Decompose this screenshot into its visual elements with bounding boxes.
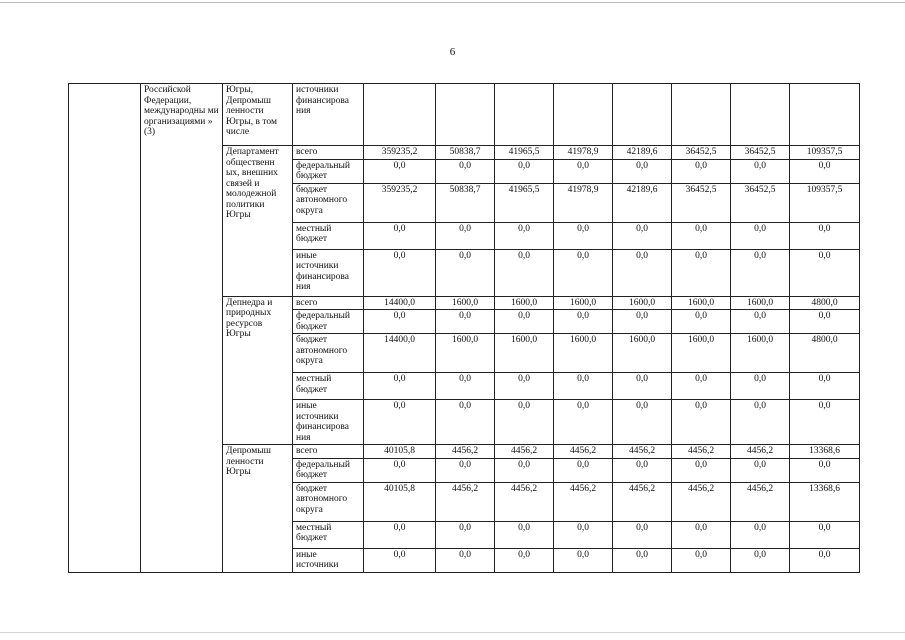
executor-cell: Депромыш ленности Югры xyxy=(223,445,293,573)
amount-cell: 0,0 xyxy=(672,310,731,334)
amount-cell: 0,0 xyxy=(672,521,731,548)
amount-cell: 1600,0 xyxy=(554,334,613,373)
amount-cell: 0,0 xyxy=(364,249,436,296)
amount-cell: 0,0 xyxy=(731,373,790,400)
amount-cell: 0,0 xyxy=(364,548,436,572)
funding-source-cell: иные источники финансирова ния xyxy=(293,400,364,445)
budget-table xyxy=(68,83,860,573)
amount-cell: 0,0 xyxy=(790,159,860,183)
amount-cell: 0,0 xyxy=(554,159,613,183)
amount-cell: 0,0 xyxy=(436,249,495,296)
amount-cell: 0,0 xyxy=(554,222,613,249)
amount-cell: 0,0 xyxy=(495,521,554,548)
amount-cell: 41965,5 xyxy=(495,183,554,222)
amount-cell: 4456,2 xyxy=(613,445,672,459)
amount-cell: 0,0 xyxy=(672,159,731,183)
amount-cell: 0,0 xyxy=(613,458,672,482)
amount-cell: 0,0 xyxy=(364,310,436,334)
program-column-cell xyxy=(69,84,141,573)
amount-cell: 1600,0 xyxy=(495,296,554,310)
amount-cell: 0,0 xyxy=(436,159,495,183)
amount-cell: 4456,2 xyxy=(495,482,554,521)
amount-cell: 0,0 xyxy=(731,521,790,548)
amount-cell: 109357,5 xyxy=(790,146,860,160)
amount-cell: 4456,2 xyxy=(436,482,495,521)
funding-source-cell: всего xyxy=(293,146,364,160)
amount-cell: 1600,0 xyxy=(672,334,731,373)
amount-cell: 0,0 xyxy=(613,373,672,400)
executor-cell: Югры, Депромыш ленности Югры, в том числе xyxy=(223,84,293,146)
amount-cell: 0,0 xyxy=(731,159,790,183)
amount-cell: 0,0 xyxy=(554,548,613,572)
amount-cell xyxy=(731,84,790,146)
amount-cell: 0,0 xyxy=(672,222,731,249)
amount-cell: 1600,0 xyxy=(672,296,731,310)
amount-cell: 0,0 xyxy=(672,400,731,445)
amount-cell: 359235,2 xyxy=(364,146,436,160)
funding-source-cell: всего xyxy=(293,296,364,310)
amount-cell: 0,0 xyxy=(790,521,860,548)
amount-cell: 41978,9 xyxy=(554,183,613,222)
amount-cell: 0,0 xyxy=(790,310,860,334)
page-number: 6 xyxy=(449,46,456,58)
amount-cell: 50838,7 xyxy=(436,146,495,160)
amount-cell: 109357,5 xyxy=(790,183,860,222)
executor-cell: Депнедра и природных ресурсов Югры xyxy=(223,296,293,445)
amount-cell: 0,0 xyxy=(495,373,554,400)
amount-cell: 14400,0 xyxy=(364,334,436,373)
amount-cell: 0,0 xyxy=(436,521,495,548)
amount-cell: 0,0 xyxy=(495,310,554,334)
amount-cell: 36452,5 xyxy=(731,146,790,160)
amount-cell: 0,0 xyxy=(672,458,731,482)
amount-cell: 40105,8 xyxy=(364,445,436,459)
amount-cell: 0,0 xyxy=(613,521,672,548)
amount-cell: 1600,0 xyxy=(613,296,672,310)
amount-cell: 1600,0 xyxy=(436,334,495,373)
amount-cell: 1600,0 xyxy=(436,296,495,310)
amount-cell: 0,0 xyxy=(436,548,495,572)
amount-cell: 0,0 xyxy=(672,548,731,572)
amount-cell xyxy=(436,84,495,146)
amount-cell: 0,0 xyxy=(790,548,860,572)
amount-cell: 0,0 xyxy=(790,458,860,482)
amount-cell: 0,0 xyxy=(790,222,860,249)
amount-cell: 0,0 xyxy=(731,249,790,296)
amount-cell: 36452,5 xyxy=(731,183,790,222)
amount-cell: 0,0 xyxy=(436,310,495,334)
amount-cell: 4456,2 xyxy=(672,482,731,521)
amount-cell: 0,0 xyxy=(436,373,495,400)
funding-source-cell: местный бюджет xyxy=(293,373,364,400)
amount-cell: 0,0 xyxy=(436,400,495,445)
amount-cell: 0,0 xyxy=(790,373,860,400)
amount-cell: 0,0 xyxy=(731,310,790,334)
amount-cell: 40105,8 xyxy=(364,482,436,521)
amount-cell: 0,0 xyxy=(731,458,790,482)
amount-cell: 0,0 xyxy=(554,458,613,482)
amount-cell: 41978,9 xyxy=(554,146,613,160)
amount-cell: 14400,0 xyxy=(364,296,436,310)
funding-source-cell: иные источники xyxy=(293,548,364,572)
amount-cell: 0,0 xyxy=(672,249,731,296)
funding-source-cell: федеральный бюджет xyxy=(293,458,364,482)
amount-cell: 0,0 xyxy=(554,310,613,334)
funding-source-cell: бюджет автономного округа xyxy=(293,334,364,373)
amount-cell: 0,0 xyxy=(364,159,436,183)
amount-cell: 0,0 xyxy=(731,400,790,445)
amount-cell xyxy=(613,84,672,146)
amount-cell: 0,0 xyxy=(495,400,554,445)
funding-source-cell: местный бюджет xyxy=(293,521,364,548)
amount-cell: 42189,6 xyxy=(613,146,672,160)
amount-cell: 50838,7 xyxy=(436,183,495,222)
amount-cell: 0,0 xyxy=(495,222,554,249)
table-row xyxy=(69,84,860,146)
amount-cell: 359235,2 xyxy=(364,183,436,222)
amount-cell xyxy=(790,84,860,146)
amount-cell: 1600,0 xyxy=(731,334,790,373)
amount-cell: 4456,2 xyxy=(554,482,613,521)
amount-cell: 4456,2 xyxy=(436,445,495,459)
amount-cell: 4456,2 xyxy=(731,482,790,521)
amount-cell: 0,0 xyxy=(613,310,672,334)
amount-cell: 36452,5 xyxy=(672,183,731,222)
amount-cell: 0,0 xyxy=(436,222,495,249)
amount-cell: 0,0 xyxy=(672,373,731,400)
amount-cell xyxy=(672,84,731,146)
funding-source-cell: федеральный бюджет xyxy=(293,159,364,183)
amount-cell: 1600,0 xyxy=(495,334,554,373)
amount-cell: 0,0 xyxy=(613,222,672,249)
amount-cell: 0,0 xyxy=(364,222,436,249)
amount-cell xyxy=(554,84,613,146)
amount-cell: 13368,6 xyxy=(790,482,860,521)
amount-cell: 4456,2 xyxy=(672,445,731,459)
amount-cell: 4456,2 xyxy=(731,445,790,459)
amount-cell: 0,0 xyxy=(613,548,672,572)
amount-cell: 1600,0 xyxy=(554,296,613,310)
amount-cell: 0,0 xyxy=(613,159,672,183)
amount-cell: 4456,2 xyxy=(554,445,613,459)
amount-cell: 0,0 xyxy=(613,400,672,445)
amount-cell: 4456,2 xyxy=(495,445,554,459)
amount-cell: 4800,0 xyxy=(790,334,860,373)
amount-cell: 36452,5 xyxy=(672,146,731,160)
amount-cell: 0,0 xyxy=(364,521,436,548)
amount-cell: 0,0 xyxy=(436,458,495,482)
amount-cell: 1600,0 xyxy=(613,334,672,373)
funding-source-cell: местный бюджет xyxy=(293,222,364,249)
amount-cell: 0,0 xyxy=(613,249,672,296)
funding-source-cell: бюджет автономного округа xyxy=(293,482,364,521)
amount-cell: 0,0 xyxy=(495,548,554,572)
funding-source-cell: источники финансирова ния xyxy=(293,84,364,146)
amount-cell: 0,0 xyxy=(731,222,790,249)
amount-cell: 0,0 xyxy=(364,373,436,400)
amount-cell: 0,0 xyxy=(364,458,436,482)
funding-source-cell: федеральный бюджет xyxy=(293,310,364,334)
amount-cell: 0,0 xyxy=(554,521,613,548)
amount-cell: 4456,2 xyxy=(613,482,672,521)
amount-cell: 0,0 xyxy=(495,249,554,296)
amount-cell xyxy=(495,84,554,146)
funding-source-cell: бюджет автономного округа xyxy=(293,183,364,222)
executor-cell: Департамент общественн ых, внешних связей и молодежной политики Югры xyxy=(223,146,293,297)
amount-cell xyxy=(364,84,436,146)
amount-cell: 13368,6 xyxy=(790,445,860,459)
funding-source-cell: иные источники финансирова ния xyxy=(293,249,364,296)
amount-cell: 0,0 xyxy=(364,400,436,445)
amount-cell: 4800,0 xyxy=(790,296,860,310)
amount-cell: 0,0 xyxy=(731,548,790,572)
amount-cell: 0,0 xyxy=(554,249,613,296)
amount-cell: 0,0 xyxy=(554,373,613,400)
scan-top-edge xyxy=(0,2,905,3)
measure-name-cell: Российской Федерации, международны ми организациями » (3) xyxy=(141,84,223,573)
amount-cell: 0,0 xyxy=(790,400,860,445)
scan-bottom-edge xyxy=(0,632,905,633)
amount-cell: 0,0 xyxy=(495,159,554,183)
funding-source-cell: всего xyxy=(293,445,364,459)
amount-cell: 42189,6 xyxy=(613,183,672,222)
amount-cell: 0,0 xyxy=(790,249,860,296)
amount-cell: 0,0 xyxy=(495,458,554,482)
amount-cell: 1600,0 xyxy=(731,296,790,310)
amount-cell: 0,0 xyxy=(554,400,613,445)
amount-cell: 41965,5 xyxy=(495,146,554,160)
